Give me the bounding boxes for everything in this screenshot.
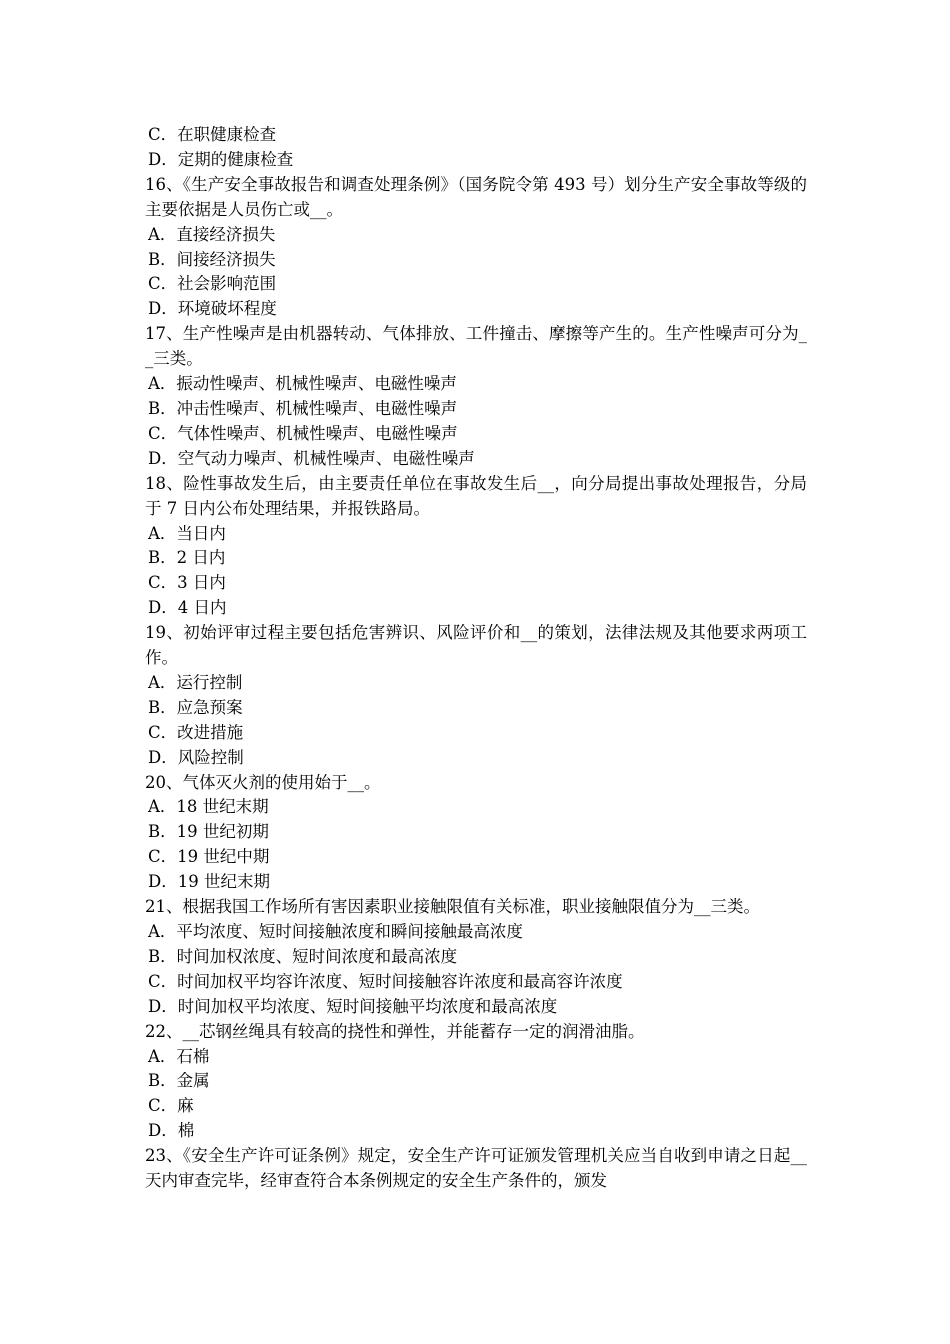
question-22 xyxy=(145,1020,807,1145)
option-c: C．社会影响范围 xyxy=(148,274,277,294)
question-21 xyxy=(145,895,807,1020)
option-c: C．麻 xyxy=(148,1096,194,1116)
option-c: C．19 世纪中期 xyxy=(148,847,270,867)
option-a: A．当日内 xyxy=(148,523,226,543)
option-a: A．18 世纪末期 xyxy=(148,797,269,817)
option-b: B．2 日内 xyxy=(148,548,226,568)
question-19 xyxy=(145,621,807,770)
question-text: 17、生产性噪声是由机器转动、气体排放、工件撞击、摩擦等产生的。生产性噪声可分为__三类。 xyxy=(145,324,807,369)
option-a: A．振动性噪声、机械性噪声、电磁性噪声 xyxy=(148,374,457,394)
option-b: B．金属 xyxy=(148,1071,210,1091)
question-text: 20、气体灭火剂的使用始于__。 xyxy=(145,772,381,792)
option-c: C．在职健康检查 xyxy=(148,125,277,144)
option-c: C．气体性噪声、机械性噪声、电磁性噪声 xyxy=(148,423,458,443)
question-options xyxy=(145,795,807,895)
question-options xyxy=(145,372,807,472)
question-options xyxy=(145,522,807,622)
option-d: D．定期的健康检查 xyxy=(148,149,294,169)
question-text: 19、初始评审过程主要包括危害辨识、风险评价和__的策划，法律法规及其他要求两项工作。 xyxy=(145,623,807,668)
question-text: 23、《安全生产许可证条例》规定，安全生产许可证颁发管理机关应当自收到申请之日起__天内审查完毕，经审查符合本条例规定的安全生产条件的，颁发 xyxy=(145,1146,807,1191)
option-d: D．棉 xyxy=(148,1121,195,1141)
option-b: B．19 世纪初期 xyxy=(148,822,269,842)
question-text: 22、__芯钢丝绳具有较高的挠性和弹性，并能蓄存一定的润滑油脂。 xyxy=(145,1021,645,1041)
option-a: A．平均浓度、短时间接触浓度和瞬间接触最高浓度 xyxy=(148,922,523,941)
option-a: A．直接经济损失 xyxy=(148,224,276,244)
option-b: B．冲击性噪声、机械性噪声、电磁性噪声 xyxy=(148,398,458,418)
question-options xyxy=(145,671,807,771)
option-a: A．石棉 xyxy=(148,1046,210,1066)
question-options xyxy=(145,1045,807,1145)
question-text: 21、根据我国工作场所有害因素职业接触限值有关标准，职业接触限值分为__三类。 xyxy=(145,897,760,917)
option-d: D．19 世纪末期 xyxy=(148,872,270,892)
option-d: D．风险控制 xyxy=(148,747,244,767)
question-18 xyxy=(145,472,807,621)
option-d: D．环境破坏程度 xyxy=(148,299,277,319)
question-20 xyxy=(145,771,807,896)
option-c: C．改进措施 xyxy=(148,722,244,742)
option-b: B．时间加权浓度、短时间浓度和最高浓度 xyxy=(148,946,458,966)
option-c: C．时间加权平均容许浓度、短时间接触容许浓度和最高容许浓度 xyxy=(148,971,623,991)
option-d: D．时间加权平均浓度、短时间接触平均浓度和最高浓度 xyxy=(148,996,558,1016)
question-16 xyxy=(145,173,807,322)
option-d: D．空气动力噪声、机械性噪声、电磁性噪声 xyxy=(148,448,475,468)
question-text: 18、险性事故发生后，由主要责任单位在事故发生后__，向分局提出事故处理报告，分局于 7 日内公布处理结果，并报铁路局。 xyxy=(145,473,807,518)
question-options xyxy=(145,223,807,323)
document-page xyxy=(145,123,807,1194)
option-a: A．运行控制 xyxy=(148,672,243,692)
option-c: C．3 日内 xyxy=(148,573,226,593)
leading-options xyxy=(145,123,807,173)
question-options xyxy=(145,920,807,1020)
option-b: B．应急预案 xyxy=(148,697,243,717)
option-d: D．4 日内 xyxy=(148,598,227,618)
option-b: B．间接经济损失 xyxy=(148,249,276,269)
question-17 xyxy=(145,322,807,471)
question-text: 16、《生产安全事故报告和调查处理条例》（国务院令第 493 号）划分生产安全事故等级的主要依据是人员伤亡或__。 xyxy=(145,174,807,219)
question-23 xyxy=(145,1144,807,1194)
